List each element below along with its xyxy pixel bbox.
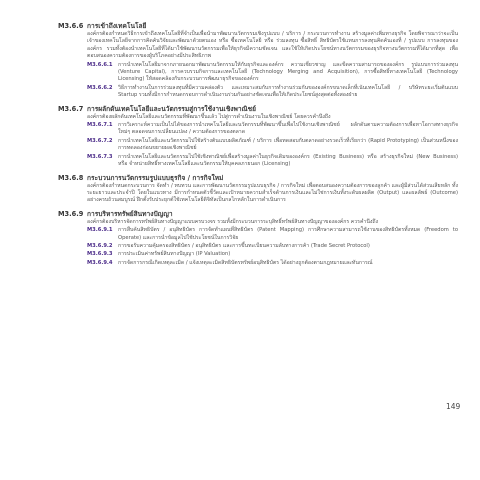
- item-code: M3.6.7.3: [87, 153, 113, 160]
- item-text: การนำเทคโนโลยีและนวัตกรรมไปใช้สร้างต้นแบบผลิตภัณฑ์ / บริการ เพื่อทดสอบกับตลาดอย่างรวดเร็วที่เรียกว่า (Rapid Prototyping) เป็นส่วนหนึ่งของการทดลองก่อนขยายผลเชิงพาณิชย์: [118, 137, 458, 152]
- section-code: M3.6.9: [58, 209, 84, 218]
- section-items: [87, 62, 458, 100]
- section-title: กระบวนการนวัตกรรมรูปแบบธุรกิจ / การกิจใหม่: [87, 173, 224, 182]
- section-items: [87, 122, 458, 168]
- item-code: M3.6.6.2: [87, 84, 113, 91]
- list-item: [87, 227, 458, 242]
- section-title: การบริหารทรัพย์สินทางปัญญา: [87, 209, 173, 218]
- item-code: M3.6.9.4: [87, 259, 113, 266]
- item-code: M3.6.9.2: [87, 242, 113, 249]
- section-body: องค์กรต้องกำหนดวิธีการเข้าถึงเทคโนโลยีที่จำเป็นเพื่อนำมาพัฒนานวัตกรรมเชิงรูปแบบ / บริการ / กระบวนการทำงาน สร้างมูลค่าเพิ่มทางธุรกิจ โดยพิจารณาว่าจะเป็นเจ้าของเทคโนโลยีจากการคิดค้นวิจัยและพัฒนาด้วยตนเอง หรือ ซื้อเทคโนโลยี หรือ ร่วมลงทุน ซื้อสิทธิ์ สิทธิบัตรใช้แทนการลงทุนคิดค้นเองที่ / รูปแบบ การลงทุนขององค์กร รวมทั้งต้องนำเทคโนโลยีที่ได้มาใช้พัฒนานวัตกรรมเพื่อให้ธุรกิจมีความชัดเจน และใช้ให้เกิดประโยชน์ทางนวัตกรรมของธุรกิจทางนวัตกรรมที่ได้มากที่สุด เพื่อตอบสนองความต้องการของผู้บริโภคอย่างมีประสิทธิภาพ: [87, 31, 458, 60]
- item-code: M3.6.9.3: [87, 251, 113, 258]
- list-item: [87, 243, 458, 250]
- list-item: [87, 122, 458, 137]
- list-item: [87, 62, 458, 84]
- page-content: [58, 22, 458, 272]
- item-text: การนำเทคโนโลยีมาจากภายนอกมาพัฒนานวัตกรรมให้กับธุรกิจและองค์กร ความเชี่ยวชาญ และขีดความสามารถขององค์กร รูปแบบการร่วมลงทุน (Venture Capital), การควบรวมกิจการและเทคโนโลยี (Technology Merging and Acquisition), การซื้อสิทธิ์ทางเทคโนโลยี (Technology Licensing) ให้สอดคล้องกับกระบวนการพัฒนาธุรกิจขององค์กร: [118, 61, 458, 83]
- section-code: M3.6.6: [58, 22, 84, 30]
- item-text: การจัดการกรณีเกิดเหตุละเมิด / แจ้งเหตุละเมิดสิทธิบัตรทรัพย์อนุสิทธิบัตร ได้อย่างถูกต้องตามกฎหมายและทันการณ์: [118, 259, 373, 266]
- item-text: การสืบค้นสิทธิบัตร / อนุสิทธิบัตร การจัดทำแผนที่สิทธิบัตร (Patent Mapping) การศึกษาความสามารถใช้งานของสิทธิบัตรทั้งหมด (Freedom to Operate) และการนำข้อมูลไปใช้ประโยชน์ในการวิจัย: [118, 227, 458, 241]
- item-text: วิธีการทำงานในการร่วมลงทุนที่มีความคล่องตัว และเหมาะสมกับการทำงานร่วมกันขององค์กรขนาดเล็กที่เน้นเทคโนโลยี / บริษัทระยะเริ่มต้นแบบ Startup รวมทั้งมีการกำหนดกรอบการดำเนินงานร่วมกันอย่างชัดเจนเพื่อให้เกิดประโยชน์สูงสุดต่อทั้งสองฝ่าย: [118, 84, 458, 99]
- section-body: องค์กรต้องบริหารจัดการทรัพย์สินทางปัญญาแบบครบวงจร รวมทั้งมีกระบวนการระบุสิทธิ์ทรัพย์สินทางปัญญาขององค์กร ควรคำนึงถึง: [87, 218, 379, 225]
- section-heading: [58, 210, 458, 219]
- section-title: การผลักดันเทคโนโลยีและนวัตกรรมสู่การใช้งานเชิงพาณิชย์: [87, 104, 257, 113]
- section-body: องค์กรต้องกำหนดกระบวนการ จัดทำ / ทบทวน และการพัฒนานวัตกรรมรูปแบบธุรกิจ / การกิจใหม่ เพื่อตอบสนองความต้องการของลูกค้า และผู้มีส่วนได้ส่วนเสียหลัก ทั้งระยะยาวและประจำปี โดยในแนวทาง มีการกำหนดตัวชี้วัดและเป้าหมายความสำเร็จด้านการเงินและไม่ใช่การเงินทั้งระดับผลผลิต (Output) และผลลัพธ์ (Outcome) อย่างครบถ้วนสมบูรณ์ ฝึกตั้งรับประยุกต์ใช้เทคโนโลยีดิจิทัลเป็นกลไกหลักในการดำเนินการ: [87, 182, 458, 204]
- item-code: M3.6.7.2: [87, 137, 113, 144]
- section-m3-6-9: [58, 210, 458, 267]
- item-text: การนำเทคโนโลยีและนวัตกรรมไปใช้เชิงพาณิชย์เพื่อสร้างมูลค่าในธุรกิจเดิมขององค์กร (Existing Business) หรือ สร้างธุรกิจใหม่ (New Business) หรือ จำหน่ายสิทธิ์ทางเทคโนโลยีและนวัตกรรมให้บุคคลภายนอก (Licensing): [118, 153, 458, 168]
- list-item: [87, 138, 458, 153]
- section-code: M3.6.7: [58, 104, 84, 113]
- item-text: การประเมินค่าทรัพย์สินทางปัญญา (IP Valuation): [118, 251, 231, 258]
- item-code: M3.6.9.1: [87, 227, 113, 234]
- section-m3-6-6: [58, 22, 458, 100]
- page-number: 149: [446, 402, 461, 411]
- item-code: M3.6.6.1: [87, 61, 113, 68]
- item-code: M3.6.7.1: [87, 122, 113, 129]
- section-heading: [58, 105, 458, 114]
- section-heading: [58, 174, 458, 183]
- section-heading: [58, 22, 458, 31]
- list-item: [87, 85, 458, 100]
- section-body: องค์กรต้องผลักดันเทคโนโลยีและนวัตกรรมที่พัฒนาขึ้นแล้ว ไปสู่การดำเนินงานในเชิงพาณิชย์ โดยควรคำนึงถึง: [87, 113, 331, 120]
- list-item: [87, 251, 458, 258]
- section-m3-6-8: [58, 174, 458, 205]
- list-item: [87, 154, 458, 169]
- section-code: M3.6.8: [58, 173, 84, 182]
- section-items: [87, 227, 458, 267]
- list-item: [87, 260, 458, 267]
- section-title: การเข้าถึงเทคโนโลยี: [87, 22, 147, 30]
- item-text: การขอรับความคุ้มครองสิทธิบัตร / อนุสิทธิบัตร และการขึ้นทะเบียนความลับทางการค้า (Trade Secret Protocol): [118, 242, 370, 249]
- section-m3-6-7: [58, 105, 458, 169]
- item-text: การวิเคราะห์ความเป็นไปได้ของการนำเทคโนโลยีและนวัตกรรมที่พัฒนาขึ้นเพื่อไปใช้งานเชิงพาณิชย์ ผลักดันตามความต้องการเพื่อหาโอกาสทางธุรกิจใหม่ๆ ตลอดจนการเปลี่ยนแปลง / ความต้องการของตลาด: [118, 122, 458, 136]
